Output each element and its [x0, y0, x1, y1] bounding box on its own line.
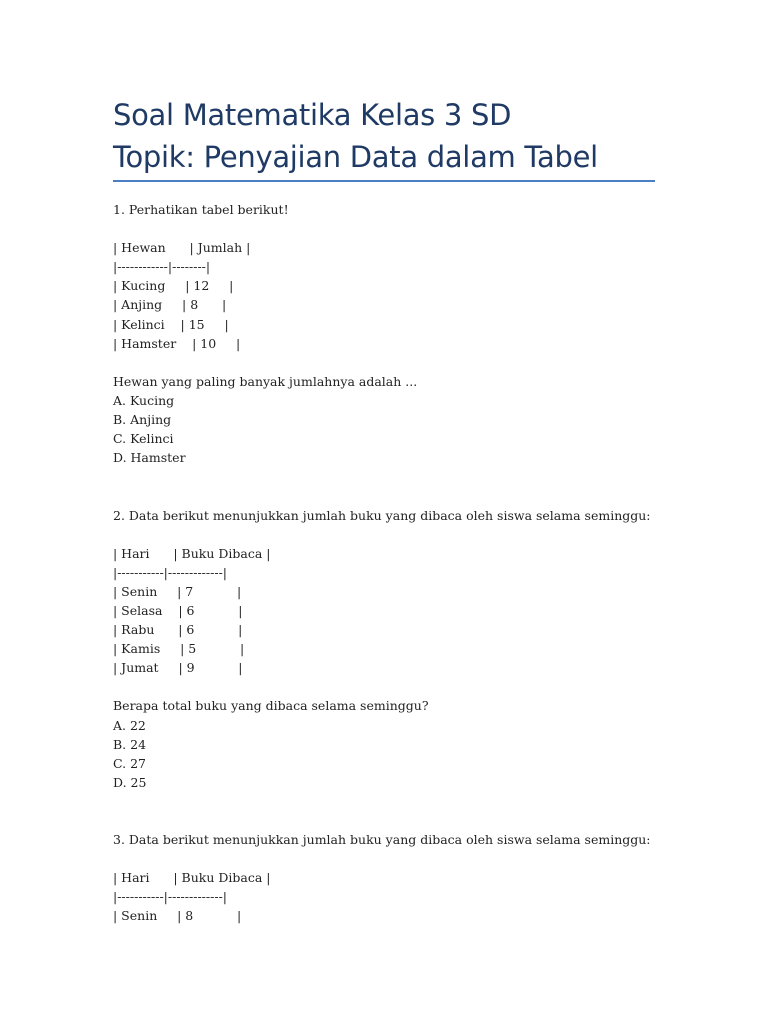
text-line: [113, 677, 713, 696]
text-line: |------------|--------|: [113, 259, 211, 275]
text-line: [113, 219, 713, 238]
text-line: [113, 792, 713, 811]
document-title: [113, 94, 655, 178]
text-line: | Hari | Buku Dibaca |: [113, 545, 271, 561]
title-line-1: Soal Matematika Kelas 3 SD: [113, 98, 512, 132]
text-line: | Hewan | Jumlah |: [113, 240, 251, 256]
text-line: D. 25: [113, 774, 147, 790]
text-line: [113, 353, 713, 372]
text-line: |-----------|-------------|: [113, 564, 228, 580]
text-line: 2. Data berikut menunjukkan jumlah buku yang dibaca oleh siswa selama seminggu:: [113, 507, 651, 523]
text-line: |-----------|-------------|: [113, 889, 228, 905]
text-line: C. 27: [113, 755, 146, 771]
text-line: | Kucing | 12 |: [113, 278, 234, 294]
text-line: | Senin | 7 |: [113, 583, 242, 599]
text-line: | Hamster | 10 |: [113, 335, 241, 351]
text-line: [113, 525, 713, 544]
text-line: | Rabu | 6 |: [113, 622, 243, 638]
text-line: [113, 467, 713, 486]
text-line: A. Kucing: [113, 392, 175, 408]
text-line: C. Kelinci: [113, 431, 174, 447]
text-line: [113, 811, 713, 830]
text-line: | Jumat | 9 |: [113, 660, 243, 676]
title-divider: [113, 180, 655, 182]
text-line: B. 24: [113, 736, 147, 752]
text-line: | Hari | Buku Dibaca |: [113, 870, 271, 886]
document-body: [113, 200, 713, 926]
text-line: D. Hamster: [113, 450, 186, 466]
text-line: B. Anjing: [113, 412, 172, 428]
text-line: 1. Perhatikan tabel berikut!: [113, 202, 289, 217]
text-line: Hewan yang paling banyak jumlahnya adalah ...: [113, 373, 418, 389]
text-line: | Selasa | 6 |: [113, 602, 243, 618]
text-line: Berapa total buku yang dibaca selama seminggu?: [113, 698, 429, 714]
text-line: A. 22: [113, 717, 146, 733]
text-line: | Kamis | 5 |: [113, 641, 245, 657]
text-line: [113, 849, 713, 868]
text-line: | Kelinci | 15 |: [113, 316, 229, 332]
text-line: 3. Data berikut menunjukkan jumlah buku yang dibaca oleh siswa selama seminggu:: [113, 832, 651, 848]
text-line: [113, 486, 713, 505]
text-line: | Senin | 8 |: [113, 908, 242, 924]
title-line-2: Topik: Penyajian Data dalam Tabel: [113, 140, 598, 174]
text-line: | Anjing | 8 |: [113, 297, 227, 313]
